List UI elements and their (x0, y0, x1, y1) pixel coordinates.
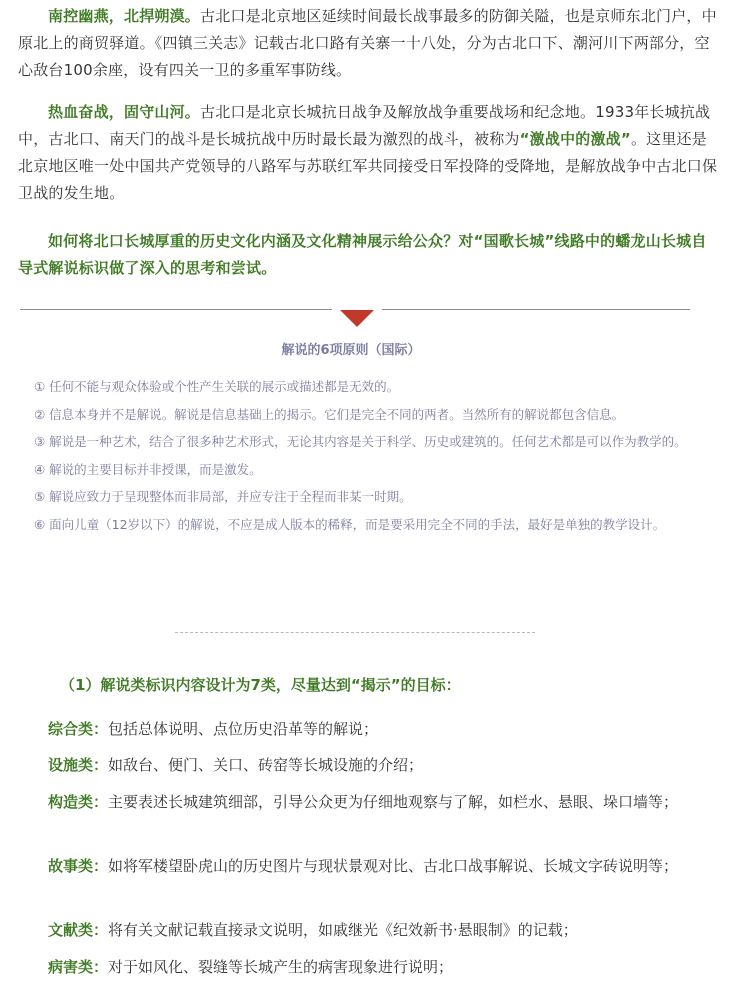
category-text: 如将军楼望卧虎山的历史图片与现状景观对比、古北口战事解说、长城文字砖说明等； (108, 857, 679, 875)
intro-2-text-a: 古北口是北京长城抗日战争及解放战争重要战场和纪念地。1933年长城抗战中，古北口、南天门的战斗是长城抗战中历时最长最为激烈的战斗，被称为 (18, 103, 711, 148)
category-text: 如敌台、便门、关口、砖窑等长城设施的介绍； (108, 756, 424, 774)
category-item (18, 917, 698, 944)
divider-line-left (20, 309, 332, 310)
design-heading: （1）解说类标识内容设计为7类，尽量达到“揭示”的目标： (60, 676, 461, 694)
intro-2-emphasis: “激战中的激战” (519, 130, 631, 148)
principles-list (16, 373, 696, 538)
category-item (18, 853, 698, 880)
intro-paragraph-1 (18, 3, 718, 84)
intro-1-text: 古北口是北京地区延续时间最长战事最多的防御关隘，也是京师东北门户，中原北上的商贸驿道。《四镇三关志》记载古北口路有关寨一十八处，分为古北口下、潮河川下两部分，空心敌台100余座，设有四关一卫的多重军事防线。 (18, 7, 717, 79)
intro-2-lead: 热血奋战，固守山河。 (48, 103, 201, 121)
principles-title: 解说的6项原则（国际） (281, 343, 421, 358)
principle-item: ④ 解说的主要目标并非授课，而是激发。 (34, 461, 262, 477)
principle-item: ⑥ 面向儿童（12岁以下）的解说，不应是成人版本的稀释，而是要采用完全不同的手法，最好是单独的教学设计。 (34, 516, 666, 532)
category-key: 设施类： (48, 756, 109, 774)
category-key: 综合类： (48, 720, 109, 738)
category-item (18, 789, 698, 816)
principle-item: ① 任何不能与观众体验或个性产生关联的展示或描述都是无效的。 (34, 379, 400, 394)
intro-paragraph-2 (18, 99, 718, 207)
principle-item: ② 信息本身并不是解说。解说是信息基础上的揭示。它们是完全不同的两者。当然所有的解说都包含信息。 (34, 406, 625, 422)
divider-line-right (382, 309, 690, 310)
category-text: 对于如风化、裂缝等长城产生的病害现象进行说明； (108, 958, 454, 976)
category-key: 文献类： (48, 921, 109, 939)
intro-paragraph-3: 如何将北口长城厚重的历史文化内涵及文化精神展示给公众？对“国歌长城”线路中的蟠龙山长城自导式解说标识做了深入的思考和尝试。 (18, 232, 707, 277)
category-key: 构造类： (48, 793, 109, 811)
category-item (18, 716, 698, 743)
intro-1-lead: 南控幽燕，北捍朔漠。 (48, 7, 201, 25)
category-key: 故事类： (48, 857, 109, 875)
principle-item: ⑤ 解说应致力于呈现整体而非局部，并应专注于全程而非某一时期。 (34, 489, 412, 504)
red-triangle-icon (340, 310, 374, 327)
intro-2-text-b: 。这里还是北京地区唯一处中国共产党领导的八路军与苏联红军共同接受日军投降的受降地，是解放战争中古北口保卫战的发生地。 (18, 130, 718, 202)
category-key: 病害类： (48, 958, 109, 976)
principle-item: ③ 解说是一种艺术，结合了很多种艺术形式，无论其内容是关于科学、历史或建筑的。任何艺术都是可以作为教学的。 (34, 434, 687, 449)
category-text: 包括总体说明、点位历史沿革等的解说； (108, 720, 379, 738)
category-item (18, 752, 698, 779)
dashed-separator (175, 632, 535, 633)
category-item (18, 954, 698, 981)
category-text: 主要表述长城建筑细部，引导公众更为仔细地观察与了解，如栏水、悬眼、垛口墙等； (108, 793, 679, 811)
section-divider (20, 309, 690, 329)
category-text: 将有关文献记载直接录文说明，如戚继光《纪效新书·悬眼制》的记载； (108, 921, 578, 939)
